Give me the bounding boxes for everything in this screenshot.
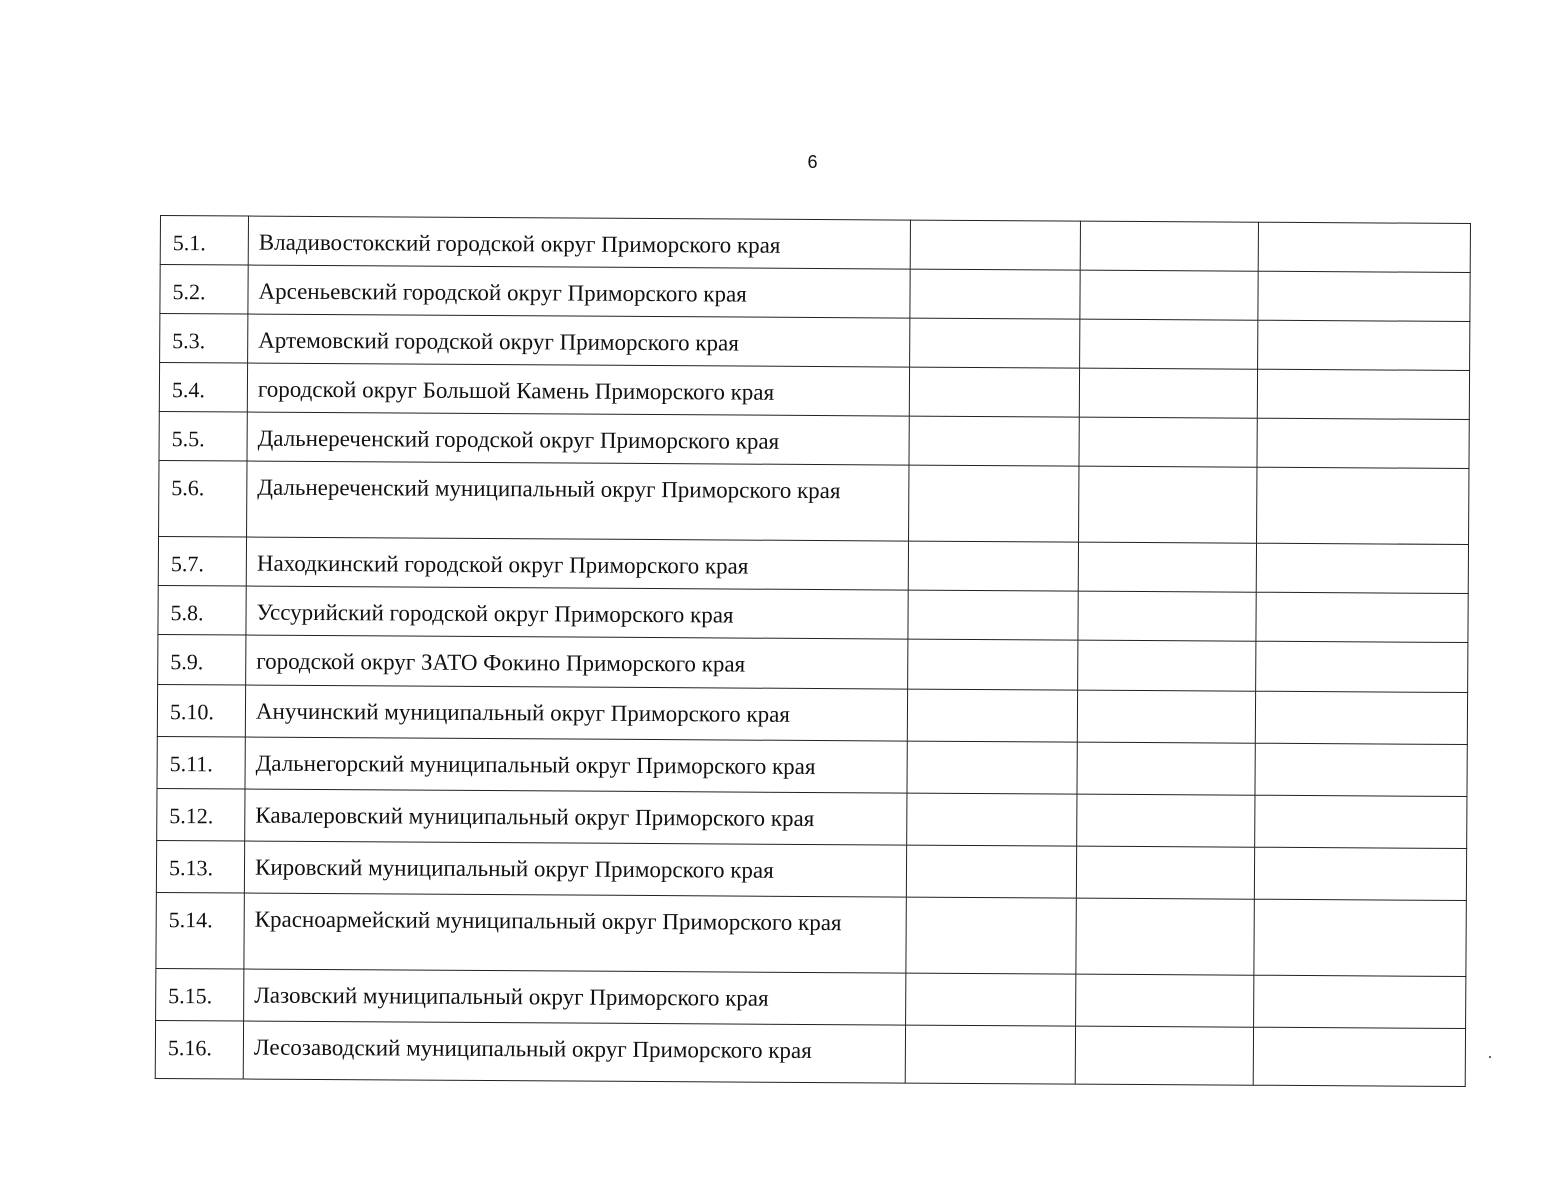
table-row <box>158 585 1468 642</box>
table-row <box>157 788 1467 848</box>
empty-cell-b <box>1076 974 1254 1027</box>
empty-cell-b <box>1078 640 1256 691</box>
municipality-name: Кировский муниципальный округ Приморского края <box>254 854 774 883</box>
municipality-name-cell <box>248 216 910 269</box>
municipality-name: Дальнереченский муниципальный округ Приморского края <box>257 474 841 504</box>
municipality-name: городской округ ЗАТО Фокино Приморского края <box>256 648 746 677</box>
empty-cell-b <box>1077 742 1255 795</box>
municipality-name-cell <box>245 685 907 741</box>
empty-cell-c <box>1254 975 1466 1028</box>
municipality-name-cell <box>245 789 907 845</box>
table-body <box>155 216 1470 1087</box>
municipality-name-cell <box>248 265 910 318</box>
row-number: 5.14. <box>156 892 244 969</box>
row-number: 5.2. <box>160 265 248 315</box>
row-number: 5.8. <box>158 585 246 635</box>
table-row <box>156 968 1466 1028</box>
row-number: 5.4. <box>159 363 247 413</box>
table-row <box>159 411 1469 468</box>
empty-cell-a <box>905 1025 1075 1084</box>
empty-cell-c <box>1258 222 1470 272</box>
table-row <box>157 736 1467 796</box>
municipality-name-cell <box>248 314 910 367</box>
row-number: 5.11. <box>157 736 245 789</box>
empty-cell-b <box>1076 898 1254 975</box>
empty-cell-b <box>1076 846 1254 899</box>
municipality-name: Уссурийский городской округ Приморского края <box>256 599 734 628</box>
empty-cell-c <box>1254 847 1466 900</box>
table-row <box>158 634 1468 692</box>
municipality-name-cell <box>247 461 909 541</box>
municipality-name: Кавалеровский муниципальный округ Приморского края <box>255 802 815 832</box>
table-row <box>159 363 1469 420</box>
empty-cell-b <box>1080 319 1258 369</box>
scan-speck <box>1489 1056 1491 1058</box>
empty-cell-a <box>906 845 1076 898</box>
empty-cell-a <box>910 269 1080 319</box>
row-number: 5.10. <box>157 684 245 737</box>
municipality-name: Красноармейский муниципальный округ Приморского края <box>254 906 842 936</box>
empty-cell-b <box>1077 794 1255 847</box>
municipality-name: Находкинский городской округ Приморского края <box>256 550 749 579</box>
empty-cell-a <box>907 741 1077 794</box>
empty-cell-c <box>1257 369 1469 419</box>
row-number: 5.5. <box>159 411 247 461</box>
municipality-name: Анучинский муниципальный округ Приморского края <box>255 698 791 727</box>
empty-cell-c <box>1255 743 1467 796</box>
row-number: 5.3. <box>160 314 248 364</box>
empty-cell-c <box>1255 795 1467 848</box>
municipality-name: городской округ Большой Камень Приморского края <box>257 376 775 405</box>
municipality-name: Артемовский городской округ Приморского края <box>258 327 739 356</box>
municipality-name: Арсеньевский городской округ Приморского края <box>258 278 747 307</box>
row-number: 5.7. <box>158 536 246 586</box>
row-number: 5.1. <box>160 216 248 266</box>
row-number: 5.12. <box>157 788 245 841</box>
empty-cell-c <box>1256 641 1468 692</box>
table-row <box>157 684 1467 744</box>
empty-cell-a <box>908 590 1078 640</box>
municipality-name: Владивостокский городской округ Приморского края <box>258 229 781 258</box>
row-number: 5.13. <box>156 840 244 893</box>
table-row <box>160 265 1470 322</box>
page-number: 6 <box>807 152 818 172</box>
row-number: 5.15. <box>156 968 244 1021</box>
municipality-name-cell <box>244 841 906 897</box>
municipality-name-cell <box>246 635 908 689</box>
empty-cell-c <box>1257 467 1469 544</box>
empty-cell-a <box>908 639 1078 690</box>
empty-cell-b <box>1079 466 1257 543</box>
municipality-name-cell <box>245 737 907 793</box>
table-row <box>160 314 1470 371</box>
empty-cell-c <box>1256 543 1468 593</box>
row-number: 5.6. <box>159 460 247 537</box>
empty-cell-b <box>1079 417 1257 467</box>
empty-cell-c <box>1258 320 1470 370</box>
empty-cell-c <box>1255 691 1467 744</box>
empty-cell-b <box>1078 591 1256 641</box>
empty-cell-a <box>906 897 1076 974</box>
empty-cell-b <box>1080 221 1258 271</box>
table-row <box>156 840 1466 900</box>
municipality-name: Дальнегорский муниципальный округ Приморского края <box>255 750 816 780</box>
empty-cell-b <box>1075 1026 1253 1085</box>
municipality-name-cell <box>247 412 909 465</box>
empty-cell-b <box>1079 368 1257 418</box>
empty-cell-c <box>1257 418 1469 468</box>
empty-cell-a <box>906 973 1076 1026</box>
row-number: 5.9. <box>158 634 246 685</box>
empty-cell-a <box>908 541 1078 591</box>
empty-cell-c <box>1258 271 1470 321</box>
municipality-name-cell <box>246 586 908 639</box>
empty-cell-a <box>907 793 1077 846</box>
empty-cell-a <box>909 367 1079 417</box>
municipality-name: Дальнереченский городской округ Приморского края <box>257 425 780 454</box>
empty-cell-a <box>909 416 1079 466</box>
municipality-name-cell <box>247 363 909 416</box>
municipality-name: Лесозаводский муниципальный округ Приморского края <box>253 1034 812 1063</box>
municipality-name-cell <box>244 893 906 973</box>
municipalities-table <box>155 215 1471 1087</box>
table-row <box>159 460 1469 544</box>
empty-cell-a <box>910 220 1080 270</box>
empty-cell-b <box>1077 690 1255 743</box>
empty-cell-a <box>909 465 1079 542</box>
municipality-name: Лазовский муниципальный округ Приморского края <box>254 982 769 1011</box>
table-row <box>155 1020 1465 1086</box>
empty-cell-c <box>1254 899 1466 976</box>
empty-cell-c <box>1253 1027 1465 1086</box>
empty-cell-a <box>907 689 1077 742</box>
row-number: 5.16. <box>155 1020 243 1079</box>
table-row <box>158 536 1468 593</box>
municipality-name-cell <box>243 1021 905 1083</box>
empty-cell-a <box>910 318 1080 368</box>
municipalities-table-container <box>155 215 1470 1087</box>
table-row <box>156 892 1466 976</box>
table-row <box>160 216 1470 273</box>
municipality-name-cell <box>244 969 906 1025</box>
empty-cell-b <box>1080 270 1258 320</box>
empty-cell-b <box>1078 542 1256 592</box>
empty-cell-c <box>1256 592 1468 642</box>
municipality-name-cell <box>246 537 908 590</box>
